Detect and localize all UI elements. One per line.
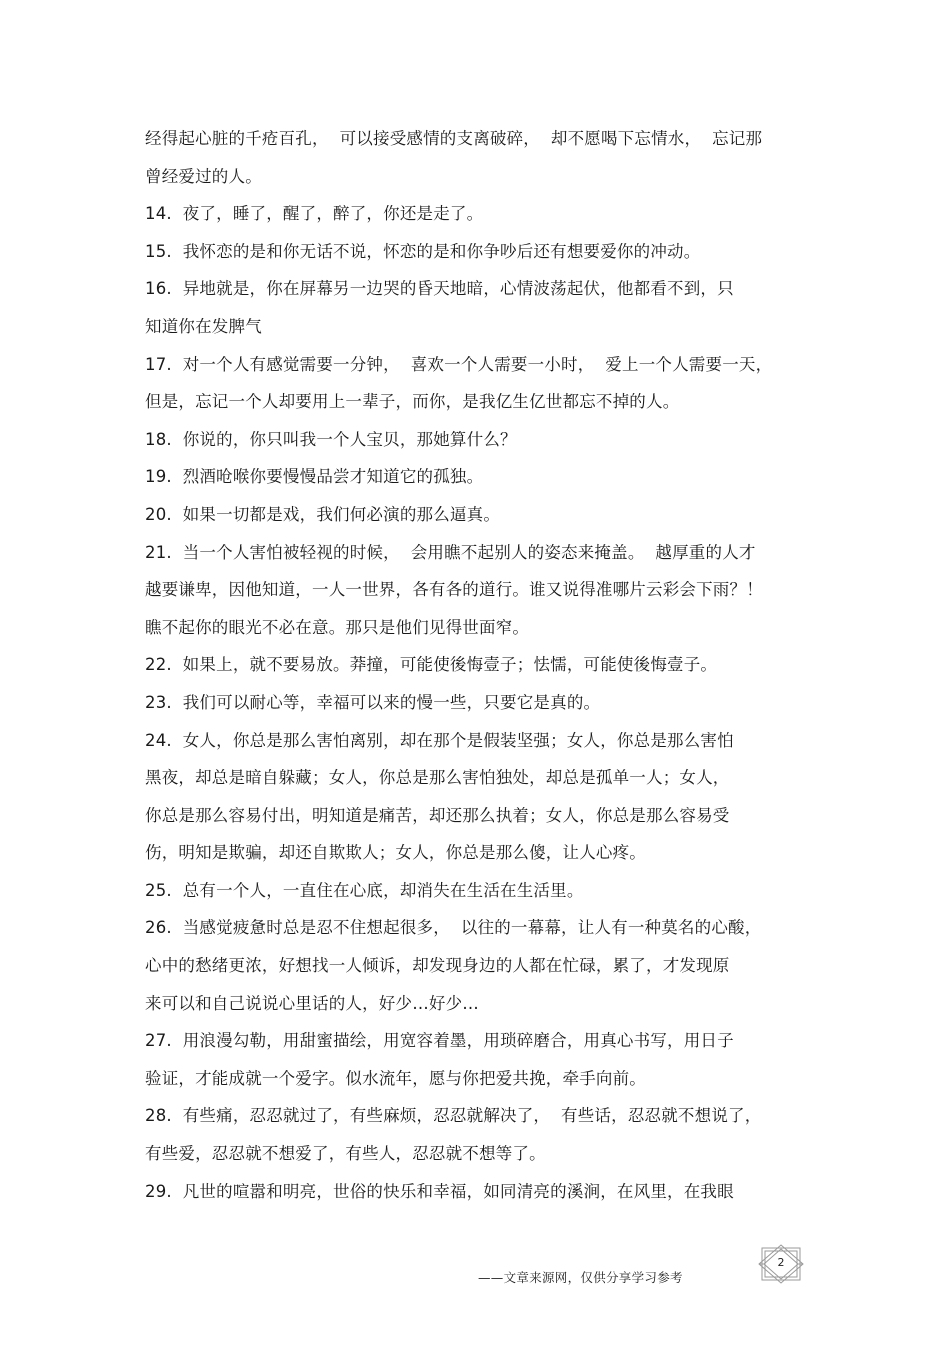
text-line: 经得起心脏的千疮百孔， 可以接受感情的支离破碎， 却不愿喝下忘情水， 忘记那 (145, 129, 763, 148)
text-line: 18. 你说的，你只叫我一个人宝贝，那她算什么？ (145, 429, 517, 449)
text-line: 来可以和自己说说心里话的人，好少…好少… (145, 993, 479, 1013)
text-line: 瞧不起你的眼光不必在意。那只是他们见得世面窄。 (145, 617, 530, 637)
text-line: 有些爱，忍忍就不想爱了，有些人，忍忍就不想等了。 (145, 1144, 546, 1164)
text-line: 27. 用浪漫勾勒，用甜蜜描绘，用宽容着墨，用琐碎磨合，用真心书写，用日子 (145, 1031, 734, 1051)
body-text (145, 120, 815, 1210)
text-line: 越要谦卑，因他知道，一人一世界，各有各的道行。谁又说得准哪片云彩会下雨？！ (145, 580, 763, 600)
text-line: 验证，才能成就一个爱字。似水流年，愿与你把爱共挽，牵手向前。 (145, 1068, 646, 1088)
footer-source-note: ——文章来源网，仅供分享学习参考 (478, 1270, 683, 1285)
text-line: 但是，忘记一个人却要用上一辈子，而你，是我亿生亿世都忘不掉的人。 (145, 392, 680, 412)
text-line: 16. 异地就是，你在屏幕另一边哭的昏天地暗，心情波荡起伏，他都看不到，只 (145, 279, 734, 299)
text-line: 22. 如果上，就不要易放。莽撞，可能使後悔壹子；怯懦，可能使後悔壹子。 (145, 655, 718, 675)
text-line: 你总是那么容易付出，明知道是痛苦，却还那么执着；女人，你总是那么容易受 (145, 805, 730, 825)
text-line: 20. 如果一切都是戏，我们何必演的那么逼真。 (145, 504, 501, 524)
text-line: 曾经爱过的人。 (145, 166, 262, 186)
text-line: 知道你在发脾气 (145, 316, 262, 336)
text-line: 15. 我怀恋的是和你无话不说，怀恋的是和你争吵后还有想要爱你的冲动。 (145, 241, 701, 261)
text-line: 25. 总有一个人，一直住在心底，却消失在生活在生活里。 (145, 880, 584, 900)
page-number: 2 (777, 1256, 785, 1269)
text-line: 19. 烈酒呛喉你要慢慢品尝才知道它的孤独。 (145, 467, 484, 487)
page-number-badge (756, 1244, 806, 1284)
text-line: 28. 有些痛，忍忍就过了，有些麻烦，忍忍就解决了， 有些话，忍忍就不想说了， (145, 1106, 762, 1126)
text-line: 17. 对一个人有感觉需要一分钟， 喜欢一个人需要一小时， 爱上一个人需要一天， (145, 354, 773, 374)
text-line: 29. 凡世的喧嚣和明亮，世俗的快乐和幸福，如同清亮的溪涧，在风里，在我眼 (145, 1181, 734, 1201)
text-line: 黑夜，却总是暗自躲藏；女人，你总是那么害怕独处，却总是孤单一人；女人， (145, 768, 730, 788)
text-line: 心中的愁绪更浓，好想找一人倾诉，却发现身边的人都在忙碌，累了，才发现原 (145, 956, 730, 976)
text-line: 23. 我们可以耐心等，幸福可以来的慢一些，只要它是真的。 (145, 692, 601, 712)
text-line: 24. 女人，你总是那么害怕离别，却在那个是假装坚强；女人，你总是那么害怕 (145, 730, 734, 750)
text-line: 21. 当一个人害怕被轻视的时候， 会用瞧不起别人的姿态来掩盖。 越厚重的人才 (145, 542, 756, 562)
text-line: 26. 当感觉疲惫时总是忍不住想起很多， 以往的一幕幕，让人有一种莫名的心酸， (145, 918, 762, 938)
text-line: 伤，明知是欺骗，却还自欺欺人；女人，你总是那么傻，让人心疼。 (145, 843, 646, 863)
text-line: 14. 夜了，睡了，醒了，醉了，你还是走了。 (145, 204, 484, 224)
